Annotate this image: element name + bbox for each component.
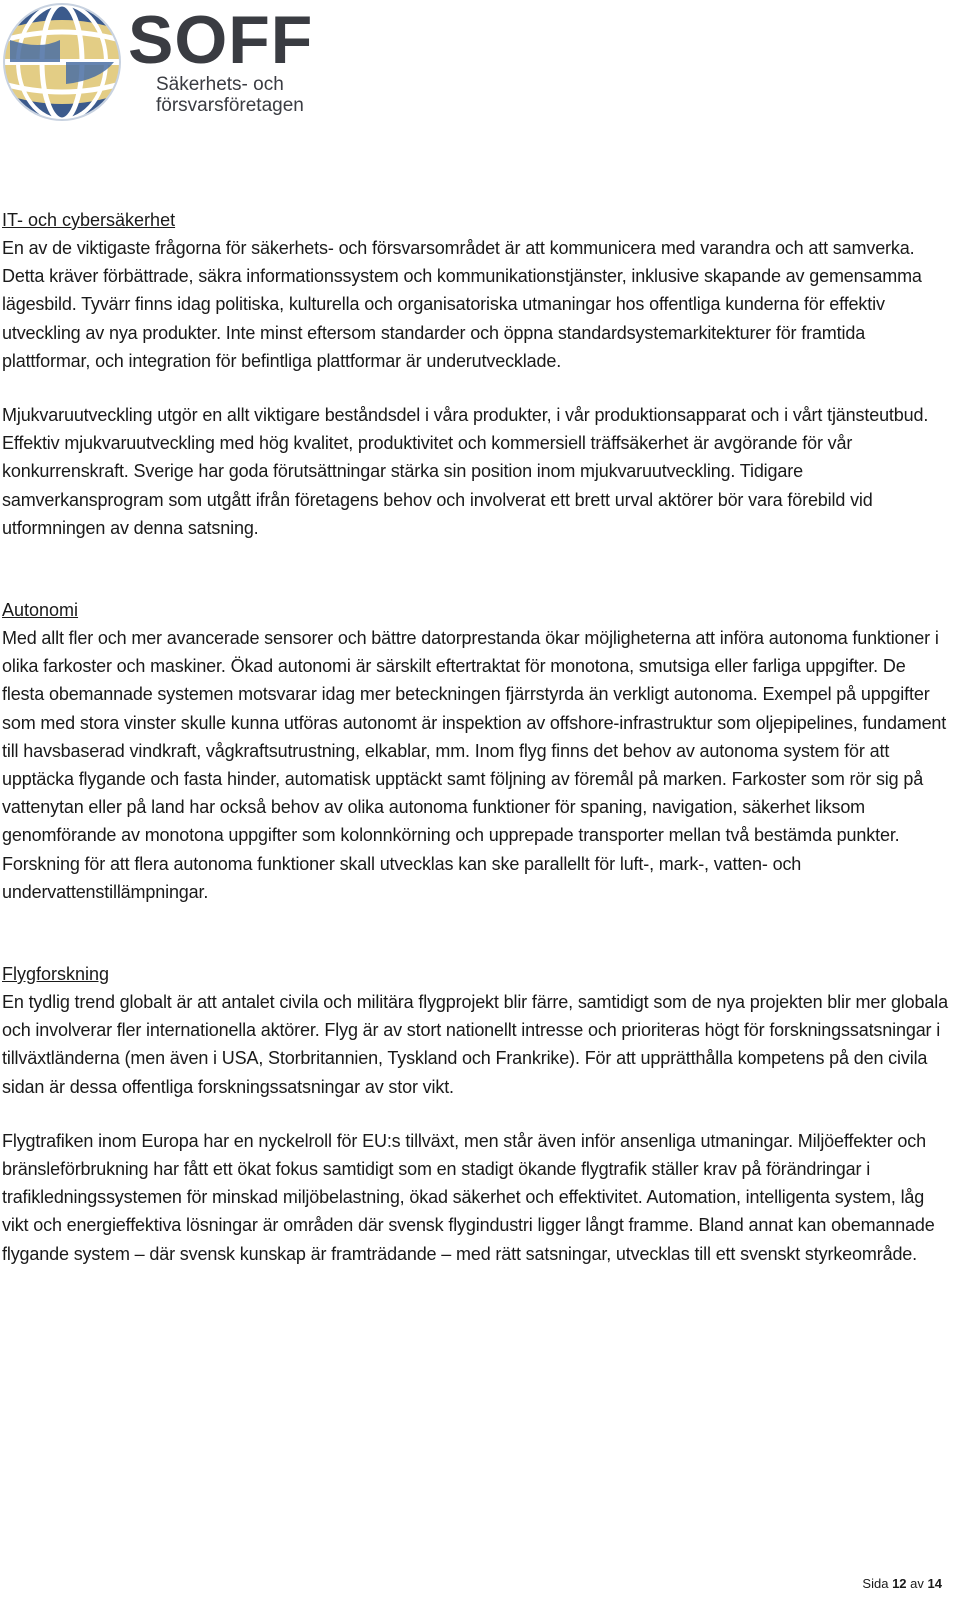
logo-subtitle-line1: Säkerhets- och xyxy=(156,74,284,95)
section-heading: IT- och cybersäkerhet xyxy=(2,210,176,230)
page-number-middle: av xyxy=(910,1576,924,1591)
section-autonomi xyxy=(2,596,952,906)
logo-subtitle-line2: försvarsföretagen xyxy=(156,95,304,116)
soff-logo xyxy=(0,0,314,125)
section-flygforskning xyxy=(2,960,952,1268)
page-number-total: 14 xyxy=(927,1576,942,1591)
paragraph: Med allt fler och mer avancerade sensorer och bättre datorprestanda ökar möjligheterna att införa autonoma funktioner i olika farkoster och maskiner. Ökad autonomi är särskilt eftertraktat för monotona, smutsiga eller farliga uppgifter. De flesta obemannade systemen motsvarar idag mer beteckningen fjärrstyrda än verkligt autonoma. Exempel på uppgifter som med stora vinster skulle kunna utföras autonomt är inspektion av offshore-infrastruktur som oljepipelines, fundament till havsbaserad vindkraft, vågkraftsutrustning, elkablar, mm. Inom flyg finns det behov av autonoma system för att upptäcka flygande och fasta hinder, automatisk upptäckt samt följning av föremål på marken. Farkoster som rör sig på vattenytan eller på land har också behov av olika autonoma funktioner för spaning, navigation, säkerhet liksom genomförande av monotona uppgifter som kolonnkörning och upprepade transporter mellan två bestämda punkter. Forskning för att flera autonoma funktioner skall utvecklas kan ske parallellt för luft-, mark-, vatten- och undervattenstillämpningar. xyxy=(2,628,947,902)
section-it-cybersecurity xyxy=(2,206,952,542)
globe-logo-icon xyxy=(0,0,130,125)
section-heading: Autonomi xyxy=(2,600,79,621)
paragraph: En tydlig trend globalt är att antalet civila och militära flygprojekt blir färre, samtidigt som de nya projekten blir mer globala och involverar fler internationella aktörer. Flyg är av stort nationellt intresse och prioriteras högt för forskningssatsningar i tillväxtländerna (men även i USA, Storbritannien, Tyskland och Frankrike). För att upprätthålla kompetens på den civila sidan är dessa offentliga forskningssatsningar av stor vikt. xyxy=(2,992,948,1097)
page-number-current: 12 xyxy=(892,1576,907,1591)
section-heading: Flygforskning xyxy=(2,964,110,985)
paragraph: Flygtrafiken inom Europa har en nyckelroll för EU:s tillväxt, men står även inför ansenliga utmaningar. Miljöeffekter och bränsleförbrukning har fått ett ökat fokus samtidigt som en stadigt ökande flygtrafik ställer krav på förändringar i trafikledningssystemen för minskad miljöbelastning, ökad säkerhet och effektivitet. Automation, intelligenta system, låg vikt och energieffektiva lösningar är områden där svensk flygindustri ligger långt framme. Bland annat kan obemannade flygande system – där svensk kunskap är framträdande – med rätt satsningar, utvecklas till ett svenskt styrkeområde. xyxy=(2,1130,935,1264)
logo-brand-text: SOFF xyxy=(128,2,314,78)
page-number-prefix: Sida xyxy=(862,1576,889,1591)
page-number xyxy=(862,1576,942,1591)
document-body xyxy=(2,206,952,1268)
paragraph: En av de viktigaste frågorna för säkerhets- och försvarsområdet är att kommunicera med varandra och att samverka. Detta kräver förbättrade, säkra informationssystem och kommunikationstjänster, inklusive skapande av gemensamma lägesbild. Tyvärr finns idag politiska, kulturella och organisatoriska utmaningar hos offentliga kunderna för effektiv utveckling av nya produkter. Inte minst eftersom standarder och öppna standardsystemarkitekturer för framtida plattformar, och integration för befintliga plattformar är underutvecklade. xyxy=(2,238,922,371)
paragraph: Mjukvaruutveckling utgör en allt viktigare beståndsdel i våra produkter, i vår produktionsapparat och i vårt tjänsteutbud. Effektiv mjukvaruutveckling med hög kvalitet, produktivitet och kommersiell träffsäkerhet är avgörande för vår konkurrenskraft. Sverige har goda förutsättningar stärka sin position inom mjukvaruutveckling. Tidigare samverkansprogram som utgått ifrån företagens behov och involverat ett brett urval aktörer bör vara förebild vid utformningen av denna satsning. xyxy=(2,405,929,538)
logo-subtitle xyxy=(156,74,304,116)
